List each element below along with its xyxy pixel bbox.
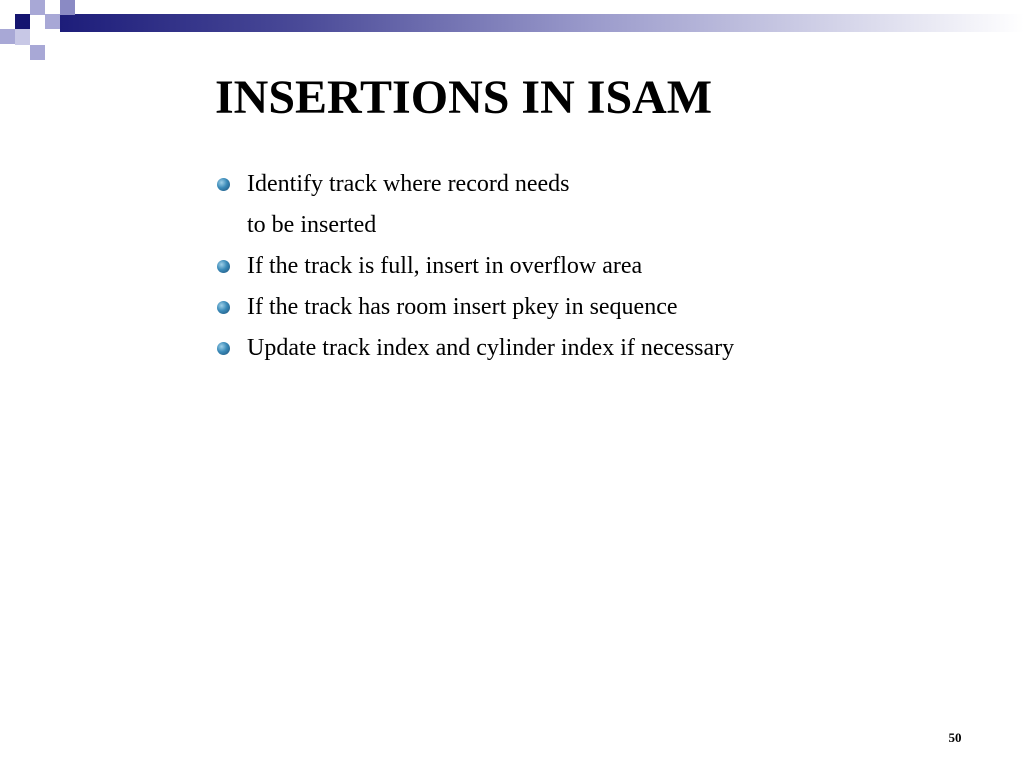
bullet-text: Identify track where record needs	[247, 171, 570, 197]
header-square-light	[15, 29, 30, 45]
header-square-light	[0, 29, 15, 44]
bullet-icon	[217, 342, 230, 355]
page-number: 50	[948, 730, 962, 745]
bullet-text: Update track index and cylinder index if necessary	[247, 335, 735, 361]
list-item	[215, 164, 995, 246]
bullet-text: If the track has room insert pkey in sequence	[247, 294, 678, 320]
header-square-light	[45, 14, 60, 29]
list-item	[215, 246, 995, 287]
header-square-light	[30, 0, 45, 15]
list-item	[215, 287, 995, 328]
list-item	[215, 328, 995, 369]
bullet-text: If the track is full, insert in overflow area	[247, 253, 643, 279]
header-square-light	[60, 0, 75, 15]
bullet-icon	[217, 301, 230, 314]
header-square-dark	[15, 14, 30, 29]
header-gradient-bar	[60, 14, 1024, 32]
bullet-icon	[217, 260, 230, 273]
slide-title: INSERTIONS IN ISAM	[215, 71, 713, 124]
bullet-icon	[217, 178, 230, 191]
bullet-text-continuation: to be inserted	[247, 212, 377, 238]
header-square-light	[30, 45, 45, 60]
bullet-list	[215, 164, 995, 369]
